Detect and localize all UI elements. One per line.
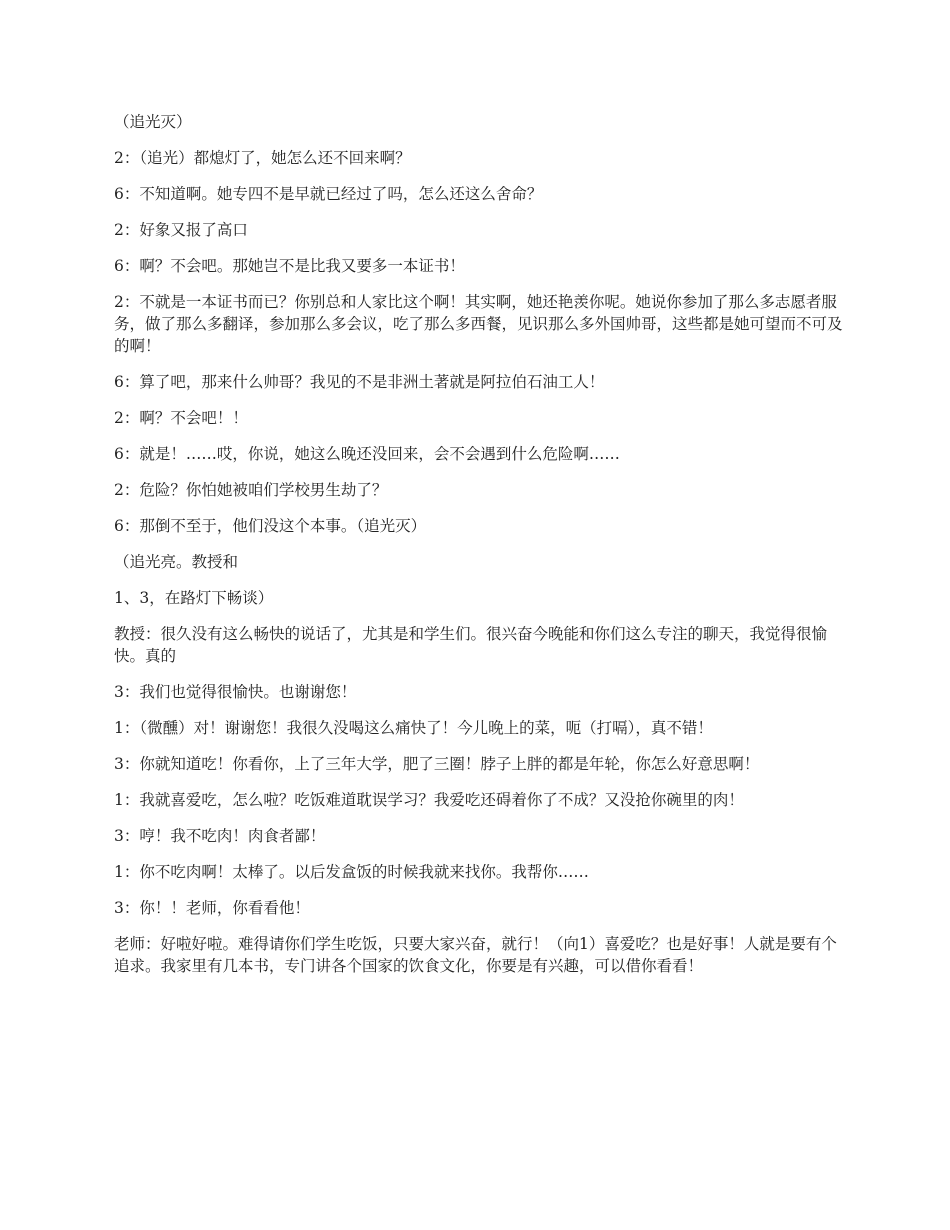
paragraph: 2：不就是一本证书而已？你别总和人家比这个啊！其实啊，她还艳羡你呢。她说你参加了那么多志愿者服务，做了那么多翻译，参加那么多会议，吃了那么多西餐，见识那么多外国帅哥，这些都是她可望而不可及的啊！ (114, 293, 843, 355)
paragraph: 2：啊？不会吧！！ (114, 409, 248, 427)
paragraph: （追光亮。教授和 (114, 553, 239, 571)
paragraph: 6：那倒不至于，他们没这个本事。（追光灭） (114, 517, 427, 535)
paragraph: 3：你！！老师，你看看他！ (114, 899, 310, 917)
paragraph: 6：不知道啊。她专四不是早就已经过了吗，怎么还这么舍命？ (114, 185, 543, 203)
paragraph: 2：危险？你怕她被咱们学校男生劫了？ (114, 481, 388, 499)
paragraph: 6：算了吧，那来什么帅哥？我见的不是非洲土著就是阿拉伯石油工人！ (114, 373, 605, 391)
paragraph: 1、3，在路灯下畅谈） (114, 589, 274, 607)
paragraph: 3：哼！我不吃肉！肉食者鄙！ (114, 827, 326, 845)
paragraph: 2：好象又报了高口 (114, 221, 248, 239)
document-body (114, 111, 844, 991)
paragraph: 6：啊？不会吧。那她岂不是比我又要多一本证书！ (114, 257, 465, 275)
paragraph: 1：你不吃肉啊！太棒了。以后发盒饭的时候我就来找你。我帮你…… (114, 863, 589, 881)
paragraph: 老师：好啦好啦。难得请你们学生吃饭，只要大家兴奋，就行！（向1）喜爱吃？也是好事！人就是要有个追求。我家里有几本书，专门讲各个国家的饮食文化，你要是有兴趣，可以借你看看！ (114, 935, 837, 975)
paragraph: 6：就是！……哎，你说，她这么晚还没回来，会不会遇到什么危险啊…… (114, 445, 620, 463)
paragraph: 教授：很久没有这么畅快的说话了，尤其是和学生们。很兴奋今晚能和你们这么专注的聊天，我觉得很愉快。真的 (114, 625, 828, 665)
paragraph: 3：你就知道吃！你看你，上了三年大学，肥了三圈！脖子上胖的都是年轮，你怎么好意思啊！ (114, 755, 760, 773)
paragraph: 3：我们也觉得很愉快。也谢谢您！ (114, 683, 357, 701)
paragraph: （追光灭） (114, 113, 192, 131)
paragraph: 2：（追光）都熄灯了，她怎么还不回来啊？ (114, 149, 411, 167)
paragraph: 1：我就喜爱吃，怎么啦？吃饭难道耽误学习？我爱吃还碍着你了不成？又没抢你碗里的肉！ (114, 791, 744, 809)
paragraph: 1：（微醺）对！谢谢您！我很久没喝这么痛快了！今儿晚上的菜，呃（打嗝），真不错！ (114, 719, 713, 737)
